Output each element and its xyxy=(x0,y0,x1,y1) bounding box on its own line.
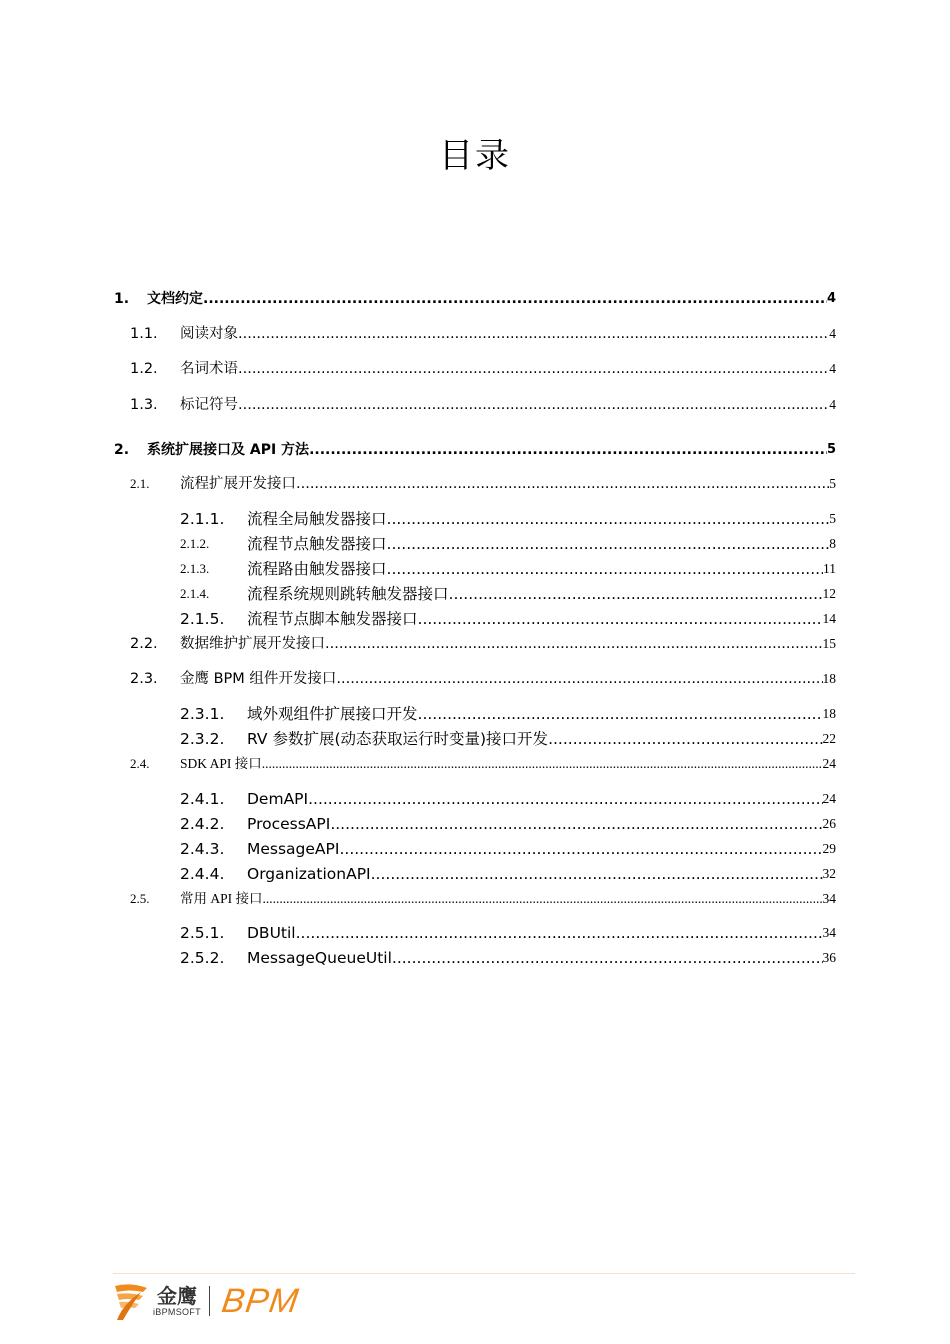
toc-number: 1.3. xyxy=(130,397,158,413)
toc-number: 2.1.4. xyxy=(180,586,210,601)
toc-page: 29 xyxy=(822,841,836,856)
toc-number: 2.2. xyxy=(130,636,158,652)
toc-page: 8 xyxy=(829,536,836,551)
toc-title: MessageQueueUtil xyxy=(247,949,392,967)
toc-title: 系统扩展接口及 API 方法 xyxy=(147,442,310,458)
toc-entry-2-4[interactable] xyxy=(0,750,950,774)
toc-title: 流程系统规则跳转触发器接口 xyxy=(247,585,449,603)
toc-page: 24 xyxy=(822,791,836,806)
toc-page: 22 xyxy=(822,731,836,746)
toc-number: 2.5.2. xyxy=(180,949,225,967)
toc-page: 5 xyxy=(829,511,836,526)
toc-page: 34 xyxy=(822,891,836,906)
logo-english-name: iBPMSOFT xyxy=(153,1307,201,1317)
toc-number: 1.1. xyxy=(130,326,158,342)
toc-entry-1[interactable] xyxy=(0,285,950,309)
toc-leader xyxy=(296,474,829,494)
toc-leader xyxy=(387,534,830,554)
toc-entry-1-2[interactable] xyxy=(0,355,950,379)
company-logo xyxy=(113,1279,302,1323)
toc-page: 4 xyxy=(829,361,836,376)
toc-number: 2.1.2. xyxy=(180,536,210,551)
toc-leader xyxy=(308,789,822,809)
toc-page: 36 xyxy=(822,950,836,965)
toc-title: 常用 API 接口 xyxy=(180,891,263,906)
toc-title: RV 参数扩展(动态获取运行时变量)接口开发 xyxy=(247,730,549,748)
toc-title: DBUtil xyxy=(247,924,296,942)
toc-title: 域外观组件扩展接口开发 xyxy=(247,705,418,723)
toc-title: 数据维护扩展开发接口 xyxy=(180,636,325,652)
toc-page: 4 xyxy=(829,326,836,341)
toc-page: 18 xyxy=(822,671,836,686)
toc-page: 24 xyxy=(822,756,836,771)
toc-number: 2.4.2. xyxy=(180,815,225,833)
toc-entry-2-5-2[interactable] xyxy=(0,944,950,968)
toc-title: 流程节点触发器接口 xyxy=(247,535,387,553)
toc-page: 11 xyxy=(823,561,836,576)
toc-page: 4 xyxy=(829,397,836,412)
toc-entry-2-4-1[interactable] xyxy=(0,785,950,809)
toc-number: 2.4.1. xyxy=(180,790,225,808)
toc-title: 流程路由触发器接口 xyxy=(247,560,387,578)
toc-entry-2-5-1[interactable] xyxy=(0,919,950,943)
toc-leader xyxy=(238,359,829,379)
toc-leader xyxy=(309,440,827,460)
toc-leader xyxy=(418,704,823,724)
toc-number: 2.3.2. xyxy=(180,730,225,748)
toc-page: 12 xyxy=(822,586,836,601)
toc-leader xyxy=(238,395,829,415)
logo-bpm-wordmark: BPM xyxy=(219,1281,302,1320)
toc-entry-2-4-3[interactable] xyxy=(0,835,950,859)
toc-entry-2-1[interactable] xyxy=(0,470,950,494)
toc-leader xyxy=(325,634,823,654)
toc-page: 32 xyxy=(822,866,836,881)
toc-entry-2-1-4[interactable] xyxy=(0,580,950,604)
toc-title: ProcessAPI xyxy=(247,815,331,833)
toc-leader xyxy=(238,324,829,344)
toc-leader xyxy=(371,864,823,884)
logo-chinese-name: 金鹰 xyxy=(157,1284,197,1308)
toc-number: 2.4.3. xyxy=(180,840,225,858)
toc-leader xyxy=(203,289,827,309)
toc-entry-1-1[interactable] xyxy=(0,320,950,344)
toc-entry-2-3-2[interactable] xyxy=(0,725,950,749)
toc-title: 文档约定 xyxy=(147,291,203,307)
toc-entry-2-1-2[interactable] xyxy=(0,530,950,554)
toc-title: 阅读对象 xyxy=(180,326,238,342)
toc-leader xyxy=(262,754,823,774)
logo-separator xyxy=(209,1286,210,1316)
toc-entry-2-4-4[interactable] xyxy=(0,860,950,884)
page-title: 目录 xyxy=(439,136,511,176)
toc-page: 4 xyxy=(826,291,836,306)
toc-title: 流程扩展开发接口 xyxy=(180,476,296,492)
toc-entry-2-1-1[interactable] xyxy=(0,505,950,529)
toc-title: SDK API 接口 xyxy=(180,756,262,771)
toc-number: 2.1.5. xyxy=(180,610,225,628)
toc-leader xyxy=(387,509,830,529)
toc-number: 2.4. xyxy=(130,756,150,771)
toc-page: 5 xyxy=(829,476,836,491)
toc-page: 5 xyxy=(826,442,836,457)
toc-page: 26 xyxy=(822,816,836,831)
toc-number: 1.2. xyxy=(130,361,158,377)
toc-leader xyxy=(263,889,823,909)
toc-title: 金鹰 BPM 组件开发接口 xyxy=(180,671,337,687)
toc-entry-2-1-3[interactable] xyxy=(0,555,950,579)
toc-number: 2. xyxy=(114,442,130,458)
toc-number: 2.1.1. xyxy=(180,510,225,528)
toc-number: 1. xyxy=(114,291,130,307)
toc-entry-2-1-5[interactable] xyxy=(0,605,950,629)
toc-page: 14 xyxy=(822,611,836,626)
toc-number: 2.3. xyxy=(130,671,158,687)
toc-title: 流程全局触发器接口 xyxy=(247,510,387,528)
toc-page: 18 xyxy=(822,706,836,721)
toc-title: DemAPI xyxy=(247,790,309,808)
toc-number: 2.5. xyxy=(130,891,150,906)
toc-entry-2-2[interactable] xyxy=(0,630,950,654)
toc-entry-2-3-1[interactable] xyxy=(0,700,950,724)
eagle-wing-icon xyxy=(113,1280,153,1322)
toc-entry-2-4-2[interactable] xyxy=(0,810,950,834)
toc-title: 标记符号 xyxy=(180,397,238,413)
toc-number: 2.4.4. xyxy=(180,865,225,883)
toc-page: 15 xyxy=(822,636,836,651)
toc-leader xyxy=(336,669,822,689)
toc-number: 2.1.3. xyxy=(180,561,210,576)
toc-leader xyxy=(296,923,823,943)
toc-leader xyxy=(418,609,823,629)
toc-number: 2.3.1. xyxy=(180,705,225,723)
toc-title: 流程节点脚本触发器接口 xyxy=(247,610,418,628)
toc-number: 2.1. xyxy=(130,476,150,491)
toc-entry-2-5[interactable] xyxy=(0,885,950,909)
toc-leader xyxy=(339,839,822,859)
footer-divider xyxy=(113,1273,855,1274)
toc-leader xyxy=(392,948,823,968)
toc-leader xyxy=(548,729,822,749)
toc-entry-2-3[interactable] xyxy=(0,665,950,689)
toc-leader xyxy=(387,559,823,579)
toc-title: OrganizationAPI xyxy=(247,865,371,883)
toc-title: 名词术语 xyxy=(180,361,238,377)
toc-entry-1-3[interactable] xyxy=(0,391,950,415)
toc-page: 34 xyxy=(822,925,836,940)
logo-text-group xyxy=(153,1285,201,1317)
toc-leader xyxy=(449,584,823,604)
toc-leader xyxy=(330,814,822,834)
toc-entry-2[interactable] xyxy=(0,436,950,460)
toc-number: 2.5.1. xyxy=(180,924,225,942)
toc-title: MessageAPI xyxy=(247,840,340,858)
